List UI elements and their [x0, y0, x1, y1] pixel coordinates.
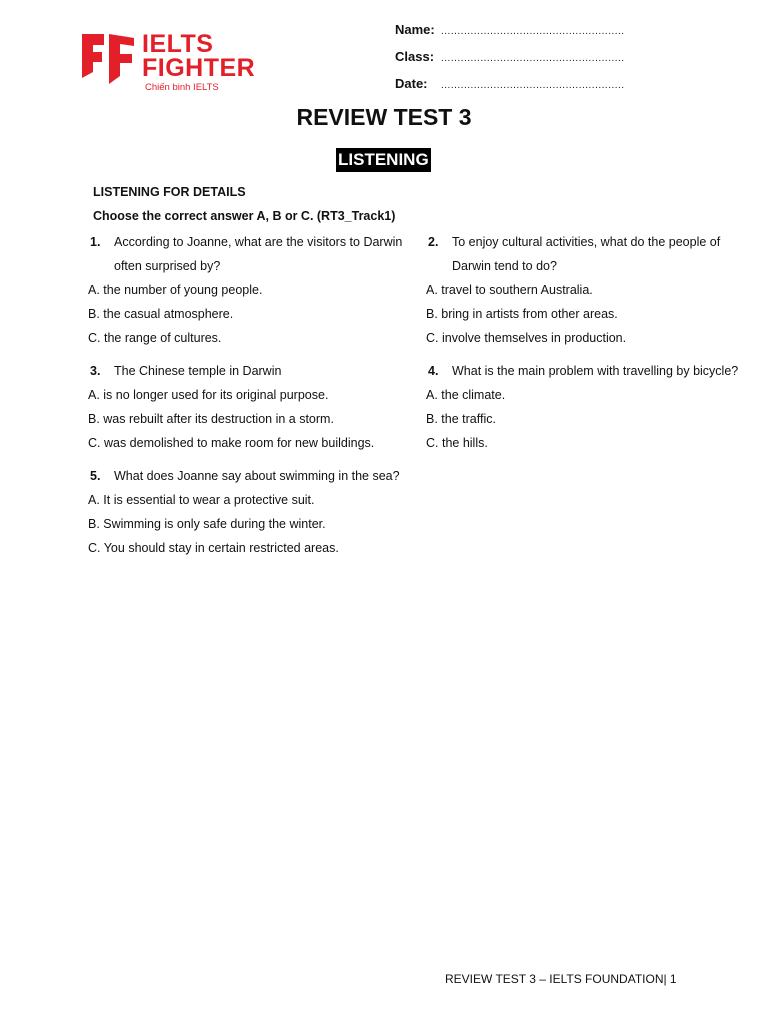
option-b: B. the casual atmosphere. [88, 307, 234, 321]
brand-tagline: Chiến binh IELTS [145, 82, 219, 93]
subheading: LISTENING FOR DETAILS [93, 185, 246, 199]
class-label: Class: [395, 49, 435, 64]
option-a: A. travel to southern Australia. [426, 283, 593, 297]
question-3 [90, 359, 420, 455]
name-field[interactable] [395, 22, 625, 37]
option-a: A. It is essential to wear a protective suit. [88, 493, 315, 507]
option-b: B. was rebuilt after its destruction in a storm. [88, 412, 334, 426]
class-field[interactable] [395, 49, 625, 64]
date-label: Date: [395, 76, 428, 91]
brand-name-line1: IELTS [142, 30, 214, 58]
name-line: ........................................................ [441, 26, 625, 37]
instruction: Choose the correct answer A, B or C. (RT3_Track1) [93, 209, 396, 223]
option-c: C. the hills. [426, 436, 488, 450]
class-line: ........................................................ [441, 53, 625, 64]
question-1 [90, 230, 420, 350]
question-text: What is the main problem with travelling by bicycle? [452, 364, 739, 378]
question-text-cont: often surprised by? [114, 259, 221, 273]
brand-logo [82, 32, 272, 96]
page-title: REVIEW TEST 3 [296, 104, 472, 130]
question-number: 4. [428, 364, 439, 378]
option-b: B. Swimming is only safe during the winter. [88, 517, 326, 531]
name-label: Name: [395, 22, 435, 37]
fighter-emblem-icon [82, 32, 136, 86]
option-a: A. the number of young people. [88, 283, 263, 297]
question-number: 1. [90, 235, 101, 249]
question-text: What does Joanne say about swimming in the sea? [114, 469, 400, 483]
option-b: B. the traffic. [426, 412, 496, 426]
question-number: 5. [90, 469, 101, 483]
question-number: 2. [428, 235, 439, 249]
question-text: To enjoy cultural activities, what do the people of [452, 235, 721, 249]
option-c: C. involve themselves in production. [426, 331, 627, 345]
date-field[interactable] [395, 76, 625, 91]
question-4 [428, 359, 758, 455]
section-heading: LISTENING [336, 148, 431, 172]
option-b: B. bring in artists from other areas. [426, 307, 618, 321]
question-number: 3. [90, 364, 101, 378]
question-text: According to Joanne, what are the visitors to Darwin [114, 235, 403, 249]
question-text-cont: Darwin tend to do? [452, 259, 557, 273]
date-line: ........................................................ [441, 80, 625, 91]
question-2 [428, 230, 758, 350]
question-text: The Chinese temple in Darwin [114, 364, 282, 378]
option-c: C. You should stay in certain restricted areas. [88, 541, 339, 555]
option-a: A. the climate. [426, 388, 506, 402]
question-5 [90, 464, 420, 560]
brand-name-line2: FIGHTER [142, 54, 256, 82]
option-c: C. the range of cultures. [88, 331, 222, 345]
option-a: A. is no longer used for its original purpose. [88, 388, 329, 402]
page-footer: REVIEW TEST 3 – IELTS FOUNDATION| 1 [445, 972, 677, 986]
option-c: C. was demolished to make room for new buildings. [88, 436, 375, 450]
